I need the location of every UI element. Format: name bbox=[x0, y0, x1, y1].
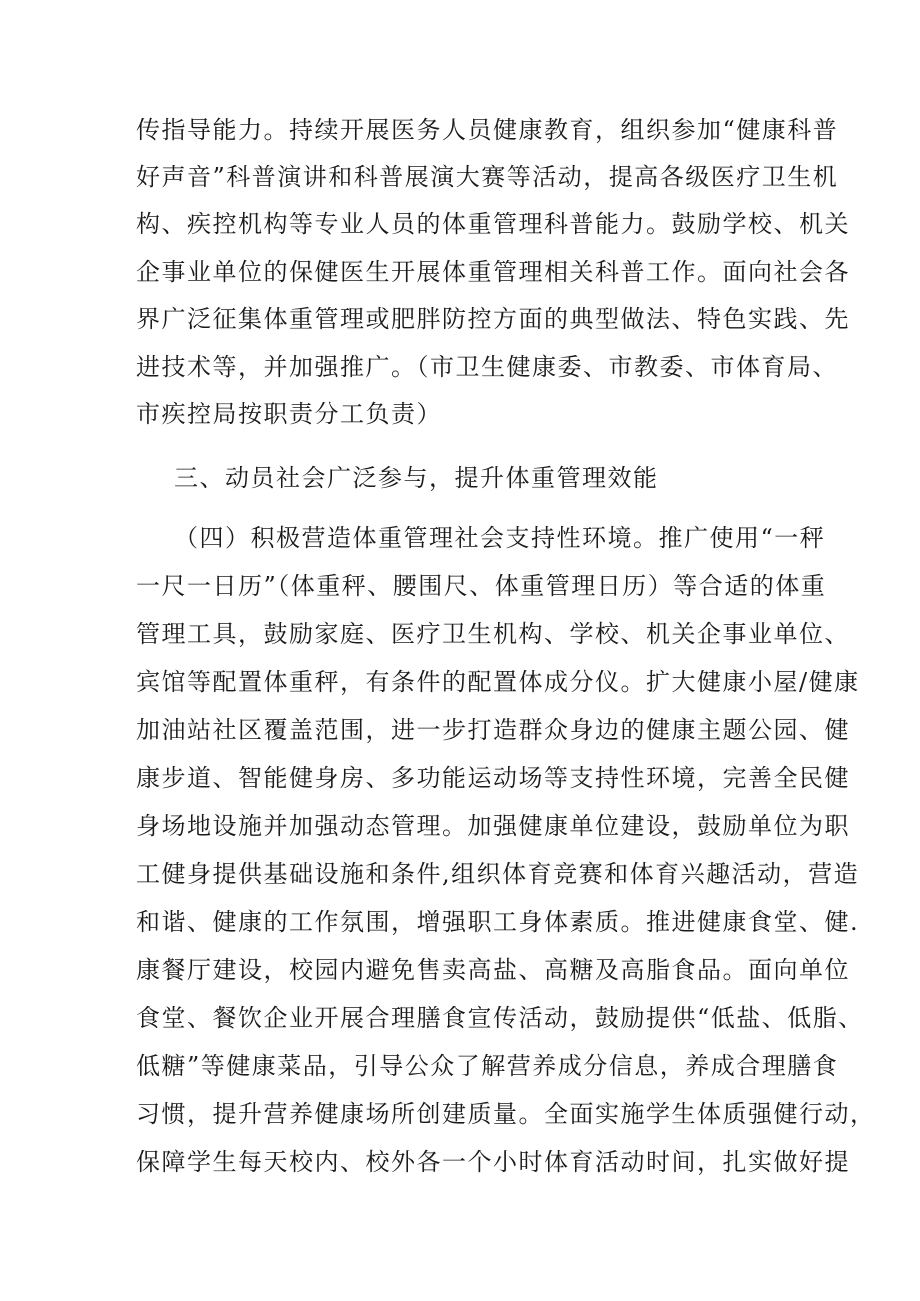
body-text-line: 康步道、智能健身房、多功能运动场等支持性环境，完善全民健 bbox=[136, 764, 850, 792]
body-text-line: 和谐、健康的工作氛围，增强职工身体素质。推进健康食堂、健. bbox=[136, 908, 860, 936]
section-heading: 三、动员社会广泛参与，提升体重管理效能 bbox=[174, 464, 659, 492]
body-text-line: 界广泛征集体重管理或肥胖防控方面的典型做法、特色实践、先 bbox=[136, 305, 850, 333]
body-text-line: 加油站社区覆盖范围，进一步打造群众身边的健康主题公园、健 bbox=[136, 716, 850, 744]
body-text-line: 低糖”等健康菜品，引导公众了解营养成分信息，养成合理膳食 bbox=[136, 1052, 839, 1080]
body-text-line: 工健身提供基础设施和条件,组织体育竞赛和体育兴趣活动，营造 bbox=[136, 860, 860, 888]
body-text-line: 身场地设施并加强动态管理。加强健康单位建设，鼓励单位为职 bbox=[136, 812, 850, 840]
body-text-line: 构、疾控机构等专业人员的体重管理科普能力。鼓励学校、机关 bbox=[136, 210, 850, 238]
body-text-line: 进技术等，并加强推广。（市卫生健康委、市教委、市体育局、 bbox=[136, 353, 838, 381]
body-text-line: 保障学生每天校内、校外各一个小时体育活动时间，扎实做好提 bbox=[136, 1148, 850, 1176]
body-text-line: 传指导能力。持续开展医务人员健康教育，组织参加“健康科普 bbox=[136, 116, 839, 144]
body-text-line: 习惯，提升营养健康场所创建质量。全面实施学生体质强健行动， bbox=[136, 1100, 876, 1128]
body-text-line: 管理工具，鼓励家庭、医疗卫生机构、学校、机关企事业单位、 bbox=[136, 620, 850, 648]
body-text-line: 市疾控局按职责分工负责） bbox=[136, 400, 442, 428]
body-text-line: 一尺一日历”（体重秤、腰围尺、体重管理日历）等合适的体重 bbox=[136, 572, 827, 600]
body-text-line: 宾馆等配置体重秤，有条件的配置体成分仪。扩大健康小屋/健康 bbox=[136, 668, 860, 696]
body-text-line: 好声音”科普演讲和科普展演大赛等活动，提高各级医疗卫生机 bbox=[136, 163, 839, 191]
body-text-line: 食堂、餐饮企业开展合理膳食宣传活动，鼓励提供“低盐、低脂、 bbox=[136, 1004, 864, 1032]
paragraph-first-line: （四）积极营造体重管理社会支持性环境。推广使用“一秤 bbox=[174, 524, 826, 552]
body-text-line: 企事业单位的保健医生开展体重管理相关科普工作。面向社会各 bbox=[136, 258, 850, 286]
body-text-line: 康餐厅建设，校园内避免售卖高盐、高糖及高脂食品。面向单位 bbox=[136, 956, 850, 984]
